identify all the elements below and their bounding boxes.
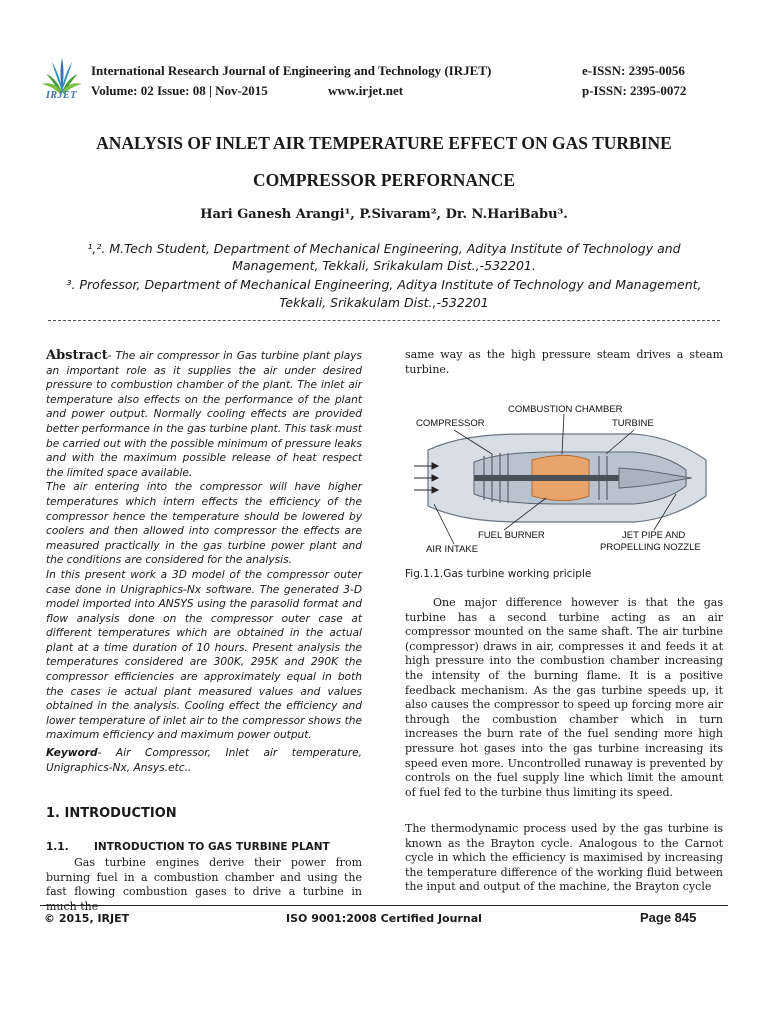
label-compressor: COMPRESSOR <box>416 418 485 429</box>
figure-caption: Fig.1.1.Gas turbine working priciple <box>405 568 592 580</box>
logo-text: IRJET <box>46 90 77 101</box>
affiliation-2-line2: Tekkali, Srikakulam Dist.,-532201 <box>279 295 489 310</box>
keywords: - Air Compressor, Inlet air temperature, Unigraphics-Nx, Ansys.etc.. <box>46 747 362 774</box>
journal-name: International Research Journal of Engineering and Technology (IRJET) <box>91 63 492 78</box>
label-combustion-chamber: COMBUSTION CHAMBER <box>508 404 623 415</box>
label-jet-pipe: JET PIPE AND <box>622 530 686 541</box>
keyword-label: Keyword <box>46 747 98 760</box>
paper-title-line2: COMPRESSOR PERFORNANCE <box>252 170 516 190</box>
abstract-paragraph-3: In this present work a 3D model of the compressor outer case done in Unigraphics-Nx software. The generated 3-D model imported into ANSYS using the parasolid format and flow analysis done on the compressor outer case at different temperatures which are obtained in the actual plant at a time duration of 10 hours. Present analysis the temperatures considered are 300K, 295K and 290K the compressor efficiencies are approximately equal in both the cases ie actual plant measured values and values obtained in the analysis. Cooling effect the efficiency and lower temperature of inlet air to the compressor shows the maximum efficiency and maximum power output. <box>46 568 362 742</box>
gas-turbine-diagram <box>414 398 710 558</box>
subsection-heading: INTRODUCTION TO GAS TURBINE PLANT <box>94 841 330 853</box>
label-propelling-nozzle: PROPELLING NOZZLE <box>600 542 701 553</box>
p-issn: p-ISSN: 2395-0072 <box>582 83 687 98</box>
label-air-intake: AIR INTAKE <box>426 544 479 555</box>
intro-paragraph-1-text: Gas turbine engines derive their power from burning fuel in a combustion chamber and using the fast flowing combustion gases to drive a turbine in much the <box>46 856 362 913</box>
footer-iso: ISO 9001:2008 Certified Journal <box>286 912 482 925</box>
intro-paragraph-2-text: One major difference however is that the gas turbine has a second turbine acting as an air compressor mounted on the same shaft. The air turbine (compressor) draws in air, compresses it and feeds it at high pressure into the combustion chamber increasing the intensity of the burning flame. It is a positive feedback mechanism. As the gas turbine speeds up, it also causes the compressor to speed up forcing more air through the combustion chamber which in turn increases the burn rate of the fuel sending more high pressure hot gases into the gas turbine increasing its speed even more. Uncontrolled runaway is prevented by controls on the fuel supply line which limit the amount of fuel fed to the turbine thus limiting its speed. <box>405 596 723 799</box>
intro-paragraph-1-cont-text: same way as the high pressure steam drives a steam turbine. <box>405 348 723 376</box>
header-divider <box>48 320 720 321</box>
footer-divider <box>40 905 728 906</box>
label-turbine: TURBINE <box>612 418 654 429</box>
label-fuel-burner: FUEL BURNER <box>478 530 545 541</box>
abstract-dash: - <box>107 349 116 362</box>
affiliation-2-line1: ³. Professor, Department of Mechanical Engineering, Aditya Institute of Technology and Management, <box>66 277 702 292</box>
paper-authors: Hari Ganesh Arangi¹, P.Sivaram², Dr. N.HariBabu³. <box>200 207 568 222</box>
section-heading-introduction: 1. INTRODUCTION <box>46 806 177 821</box>
page-number: Page 845 <box>640 910 697 925</box>
abstract-paragraph-1: The air compressor in Gas turbine plant plays an important role as it supplies the air under desired pressure to combustion chamber of the plant. The inlet air temperature also effects on the performance of the plant and power output. Normally cooling effects are provided better performance in the gas turbine plant. This task must be carried out with the possible minimum of pressure leaks and with the maximum possible release of heat respect the limited space available. <box>46 350 362 479</box>
affiliation-1-line2: Management, Tekkali, Srikakulam Dist.,-532201. <box>232 258 536 273</box>
intro-paragraph-3-text: The thermodynamic process used by the gas turbine is known as the Brayton cycle. Analogous to the Carnot cycle in which the efficiency is maximised by increasing the temperature difference of the working fluid between the input and output of the machine, the Brayton cycle <box>405 822 723 894</box>
abstract-paragraph-2: The air entering into the compressor will have higher temperatures which intern effects the efficiency of the compressor hence the temperature should be lowered by coolers and then allowed into compressor the effects are measured practically in the gas turbine power plant and the conditions are considered for the analysis. <box>46 481 362 567</box>
affiliation-1-line1: ¹,². M.Tech Student, Department of Mechanical Engineering, Aditya Institute of Technology and <box>87 241 681 256</box>
subsection-number: 1.1. <box>46 841 69 853</box>
paper-title-line1: ANALYSIS OF INLET AIR TEMPERATURE EFFECT ON GAS TURBINE <box>96 133 672 153</box>
intro-paragraph-3 <box>405 822 723 895</box>
abstract-label: Abstract <box>46 348 108 363</box>
e-issn: e-ISSN: 2395-0056 <box>582 63 685 78</box>
journal-website-link[interactable]: www.irjet.net <box>328 83 404 98</box>
volume-issue: Volume: 02 Issue: 08 | Nov-2015 <box>91 83 268 98</box>
footer-copyright: © 2015, IRJET <box>44 912 130 925</box>
intro-paragraph-1-continued <box>405 348 723 377</box>
abstract-section <box>46 348 362 775</box>
intro-paragraph-2 <box>405 596 723 800</box>
